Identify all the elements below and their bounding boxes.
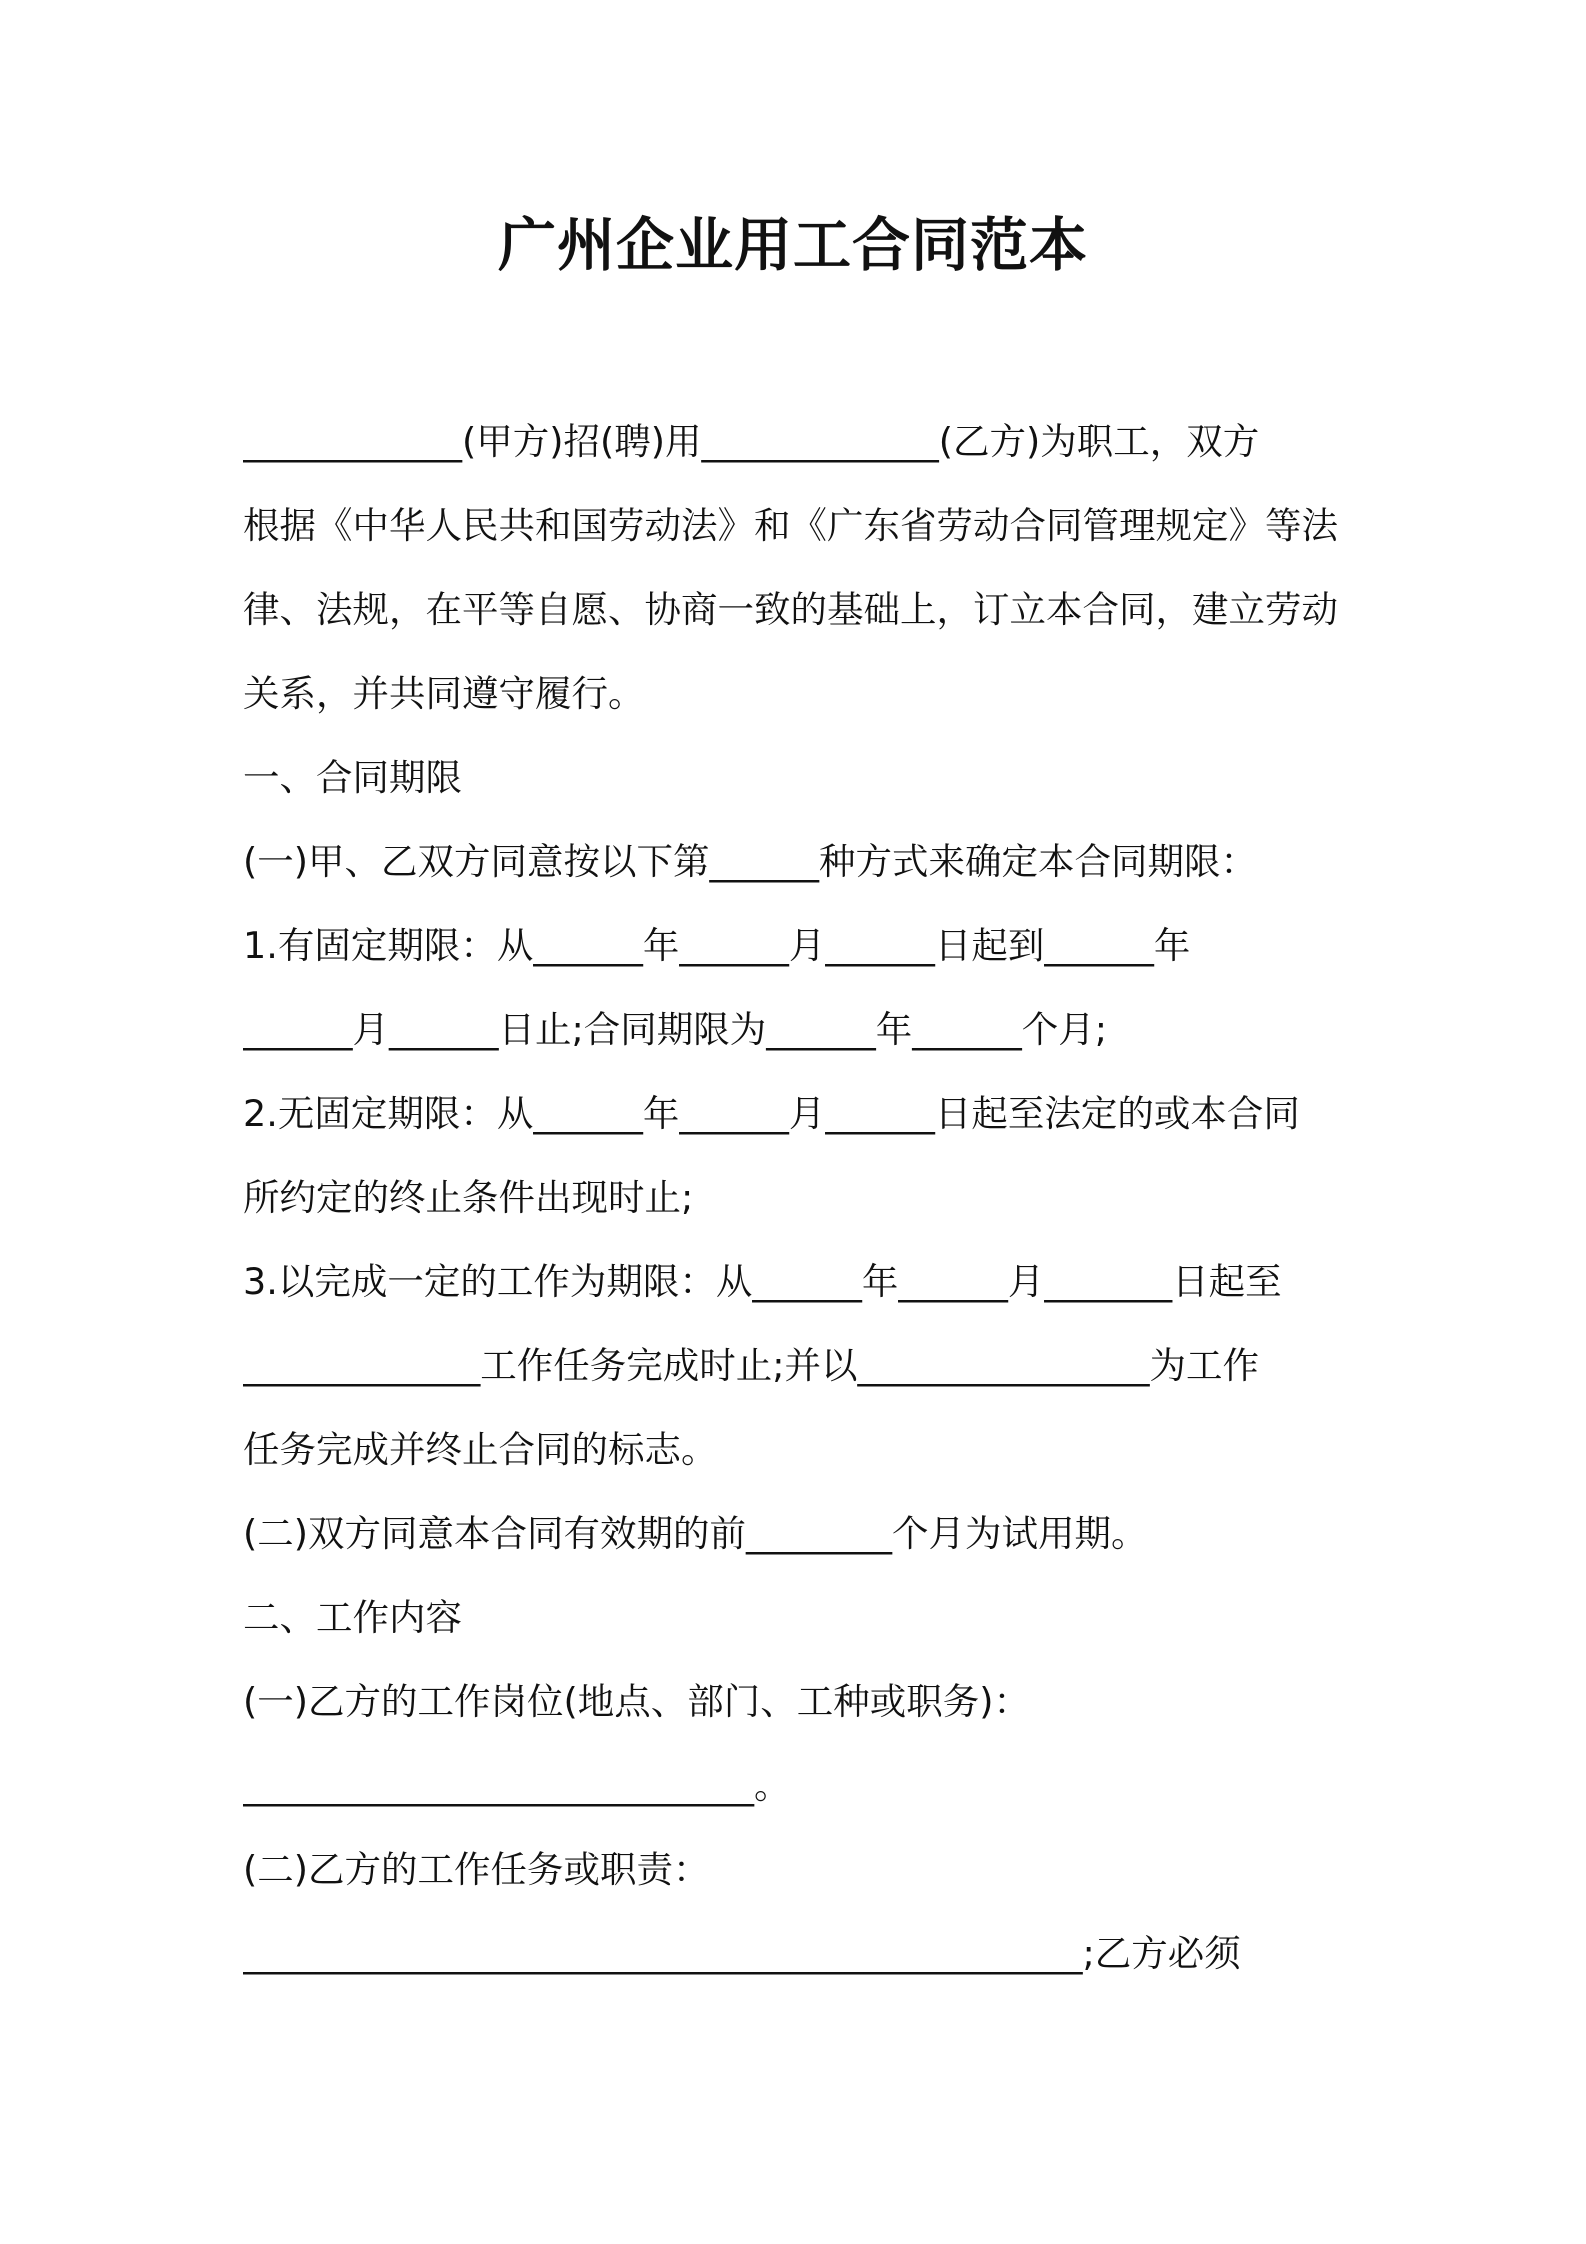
clause-term-method: (一)甲、乙双方同意按以下第______种方式来确定本合同期限： bbox=[243, 840, 1257, 883]
document-body bbox=[243, 400, 1353, 1996]
clause-task-term-line-1: 3.以完成一定的工作为期限：从______年______月_______日起至 bbox=[243, 1260, 1282, 1303]
clause-probation: (二)双方同意本合同有效期的前________个月为试用期。 bbox=[243, 1512, 1148, 1555]
intro-line-2: 根据《中华人民共和国劳动法》和《广东省劳动合同管理规定》等法 bbox=[243, 504, 1338, 547]
clause-fixed-term-line-1: 1.有固定期限：从______年______月______日起到______年 bbox=[243, 924, 1191, 967]
clause-work-post: (一)乙方的工作岗位(地点、部门、工种或职务)： bbox=[243, 1680, 1030, 1723]
clause-duties-blank: ______________________________________________;乙方必须 bbox=[243, 1932, 1241, 1975]
clause-open-term-line-2: 所约定的终止条件出现时止; bbox=[243, 1176, 694, 1219]
section-heading-contract-term: 一、合同期限 bbox=[243, 756, 462, 799]
intro-line-1: ____________(甲方)招(聘)用_____________(乙方)为职工，双方 bbox=[243, 420, 1260, 463]
intro-line-4: 关系，并共同遵守履行。 bbox=[243, 672, 645, 715]
clause-duties: (二)乙方的工作任务或职责： bbox=[243, 1848, 710, 1891]
clause-task-term-line-2: _____________工作任务完成时止;并以________________为工作 bbox=[243, 1344, 1260, 1387]
document-title: 广州企业用工合同范本 bbox=[497, 211, 1088, 279]
clause-fixed-term-line-2: ______月______日止;合同期限为______年______个月; bbox=[243, 1008, 1108, 1051]
section-heading-work-content: 二、工作内容 bbox=[243, 1596, 462, 1639]
clause-work-post-blank: ____________________________。 bbox=[243, 1764, 791, 1807]
clause-task-term-line-3: 任务完成并终止合同的标志。 bbox=[243, 1428, 718, 1471]
intro-line-3: 律、法规，在平等自愿、协商一致的基础上，订立本合同，建立劳动 bbox=[243, 588, 1338, 631]
clause-open-term-line-1: 2.无固定期限：从______年______月______日起至法定的或本合同 bbox=[243, 1092, 1300, 1135]
